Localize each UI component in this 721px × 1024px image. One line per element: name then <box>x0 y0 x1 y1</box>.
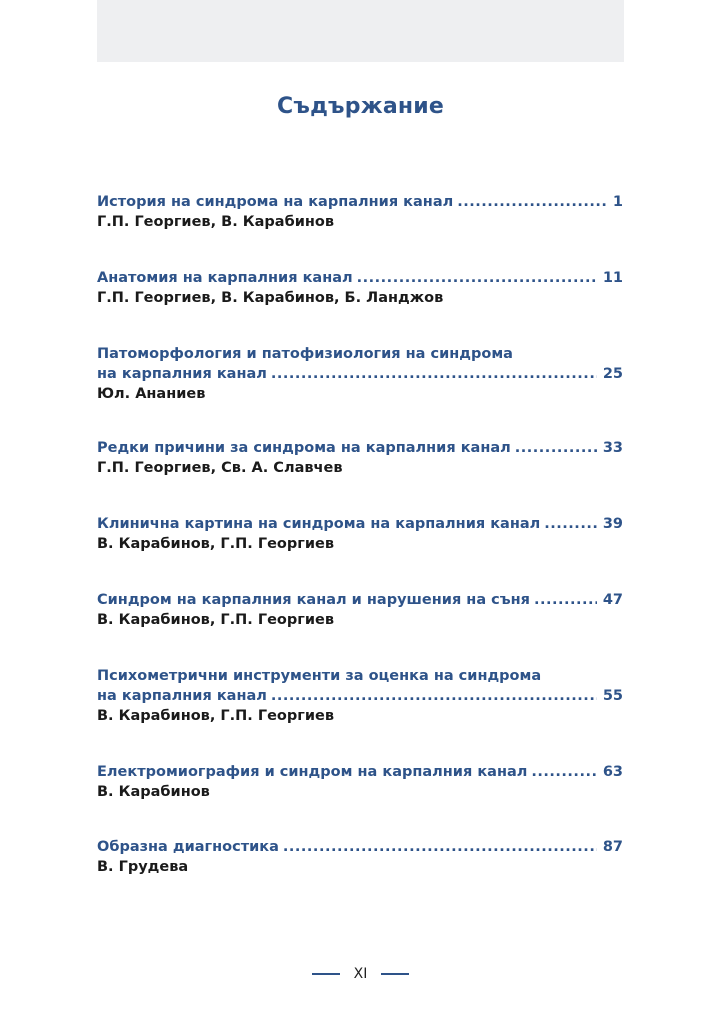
toc-entry-title: Анатомия на карпалния канал <box>97 270 353 286</box>
dot-leader <box>534 590 597 610</box>
toc-entry-page: 11 <box>602 270 623 286</box>
toc-entry-title-line[interactable] <box>97 268 623 288</box>
toc-entry[interactable] <box>97 438 623 478</box>
toc-entry-authors: В. Грудева <box>97 859 189 875</box>
toc-entry-title: Синдром на карпалния канал и нарушения на съня <box>97 592 530 608</box>
page-footer <box>0 966 721 982</box>
dot-leader <box>283 837 597 857</box>
toc-entry[interactable] <box>97 590 623 630</box>
dot-leader <box>271 364 597 384</box>
dot-leader <box>544 514 597 534</box>
toc-entry-authors: Г.П. Георгиев, В. Карабинов, Б. Ланджов <box>97 290 444 306</box>
toc-entry-title-line[interactable] <box>97 686 623 706</box>
toc-entry-page: 1 <box>612 194 623 210</box>
toc-entry-page: 25 <box>602 366 623 382</box>
page-title: Съдържание <box>277 94 444 119</box>
toc-entry[interactable] <box>97 837 623 877</box>
toc-entry[interactable] <box>97 514 623 554</box>
toc-entry-page: 63 <box>602 764 623 780</box>
toc-entry-title: Електромиография и синдром на карпалния канал <box>97 764 528 780</box>
toc-entry-authors: В. Карабинов, Г.П. Георгиев <box>97 708 335 724</box>
toc-entry-page: 33 <box>602 440 623 456</box>
toc-entry[interactable] <box>97 666 623 726</box>
toc-entry-authors: Юл. Ананиев <box>97 386 206 402</box>
toc-entry-title: на карпалния канал <box>97 366 267 382</box>
toc-entry-page: 55 <box>602 688 623 704</box>
toc-entry-title-line[interactable] <box>97 514 623 534</box>
page-number: XI <box>353 966 368 982</box>
toc-entry-title-line[interactable] <box>97 762 623 782</box>
toc-entry-title: Редки причини за синдрома на карпалния канал <box>97 440 511 456</box>
toc-entry-title-line[interactable] <box>97 364 623 384</box>
toc-entry-authors: В. Карабинов, Г.П. Георгиев <box>97 612 335 628</box>
dot-leader <box>457 192 607 212</box>
header-band <box>97 0 624 62</box>
toc-entry-page: 87 <box>602 839 623 855</box>
toc-entry-title: Образна диагностика <box>97 839 279 855</box>
toc-entry-title: История на синдрома на карпалния канал <box>97 194 454 210</box>
footer-rule-left <box>312 973 340 975</box>
toc-entry-title-line[interactable] <box>97 438 623 458</box>
toc-entry-title-line[interactable] <box>97 590 623 610</box>
toc-entry[interactable] <box>97 192 623 232</box>
dot-leader <box>357 268 597 288</box>
toc-entry-title-line[interactable] <box>97 837 623 857</box>
dot-leader <box>515 438 597 458</box>
toc-entry-title-first-line: Патоморфология и патофизиология на синдрома <box>97 346 513 362</box>
toc-entry-title-line[interactable] <box>97 192 623 212</box>
dot-leader <box>531 762 596 782</box>
toc-entry-title-first-line: Психометрични инструменти за оценка на синдрома <box>97 668 542 684</box>
toc-entry-authors: В. Карабинов <box>97 784 210 800</box>
toc-entry[interactable] <box>97 268 623 308</box>
toc-entry-title: на карпалния канал <box>97 688 267 704</box>
toc-entry-title: Клинична картина на синдрома на карпалния канал <box>97 516 541 532</box>
toc-entry-page: 39 <box>602 516 623 532</box>
dot-leader <box>271 686 597 706</box>
footer-rule-right <box>381 973 409 975</box>
toc-entry-authors: Г.П. Георгиев, В. Карабинов <box>97 214 335 230</box>
toc-entry-authors: В. Карабинов, Г.П. Георгиев <box>97 536 335 552</box>
toc-entry[interactable] <box>97 344 623 404</box>
toc-entry-page: 47 <box>602 592 623 608</box>
toc-entry-authors: Г.П. Георгиев, Св. А. Славчев <box>97 460 343 476</box>
toc-entry[interactable] <box>97 762 623 802</box>
